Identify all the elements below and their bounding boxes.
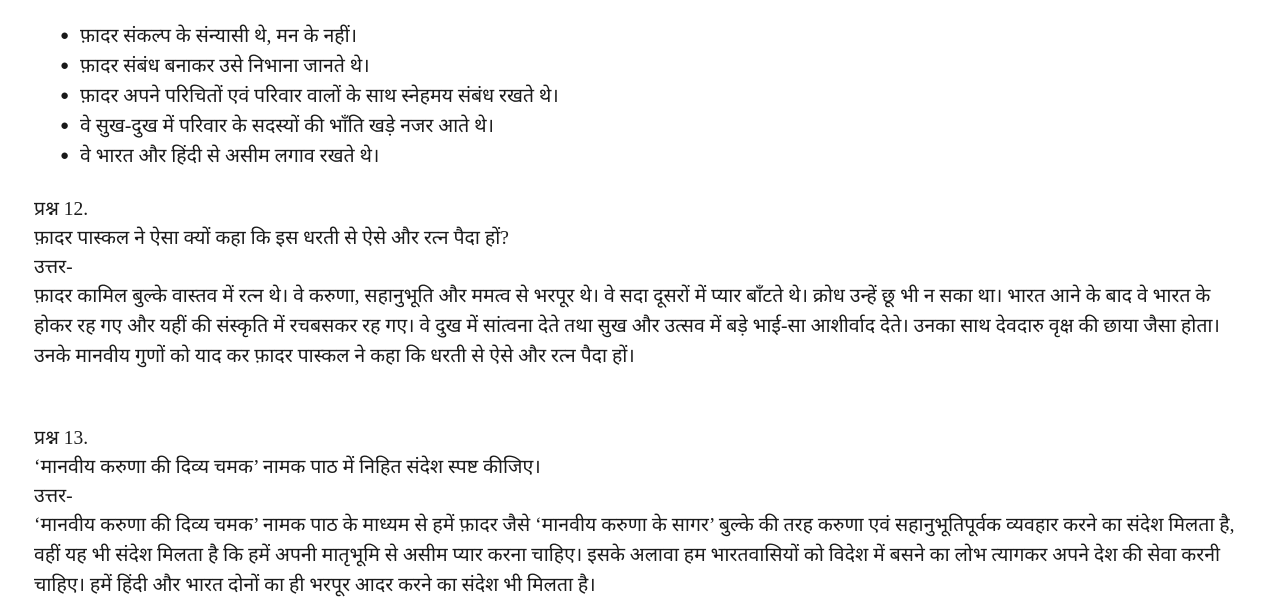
- answer-label: उत्तर-: [34, 257, 73, 278]
- bullet-dot-icon: ●: [60, 58, 70, 74]
- answer-text: फ़ादर कामिल बुल्के वास्तव में रत्न थे। वे करुणा, सहानुभूति और ममत्व से भरपूर थे। वे सदा दूसरों में प्यार बाँटते थे। क्रोध उन्हें छू भी न सका था। भारत आने के बाद वे भारत के होकर रह गए और यहीं की संस्कृति में रचबसकर रह गए। वे दुख में सांत्वना देते तथा सुख और उत्सव में बड़े भाई-सा आशीर्वाद देते। उनका साथ देवदारु वृक्ष की छाया जैसा होता। उनके मानवीय गुणों को याद कर फ़ादर पास्कल ने कहा कि धरती से ऐसे और रत्न पैदा हों।: [34, 286, 1220, 367]
- list-item-text: वे सुख-दुख में परिवार के सदस्यों की भाँति खड़े नजर आते थे।: [80, 116, 494, 137]
- question-number: प्रश्न 12.: [34, 199, 89, 220]
- question-number: प्रश्न 13.: [34, 428, 89, 449]
- list-item: [34, 82, 1241, 111]
- answer-text: ‘मानवीय करुणा की दिव्य चमक’ नामक पाठ के माध्यम से हमें फ़ादर जैसे ‘मानवीय करुणा के सागर’ बुल्के की तरह करुणा एवं सहानुभूतिपूर्वक व्यवहार करने का संदेश मिलता है, वहीं यह भी संदेश मिलता है कि हमें अपनी मातृभूमि से असीम प्यार करना चाहिए। इसके अलावा हम भारतवासियों को विदेश में बसने का लोभ त्यागकर अपने देश की सेवा करनी चाहिए। हमें हिंदी और भारत दोनों का ही भरपूर आदर करने का संदेश भी मिलता है।: [34, 515, 1235, 596]
- question-text: फ़ादर पास्कल ने ऐसा क्यों कहा कि इस धरती से ऐसे और रत्न पैदा हों?: [34, 228, 509, 249]
- bullet-list: [34, 22, 1241, 171]
- question-block-12: [34, 195, 1241, 372]
- list-item: [34, 112, 1241, 141]
- list-item-text: फ़ादर अपने परिचितों एवं परिवार वालों के साथ स्नेहमय संबंध रखते थे।: [80, 86, 559, 107]
- question-block-13: [34, 424, 1241, 601]
- list-item: [34, 52, 1241, 81]
- question-text: ‘मानवीय करुणा की दिव्य चमक’ नामक पाठ में निहित संदेश स्पष्ट कीजिए।: [34, 457, 541, 478]
- list-item-text: फ़ादर संकल्प के संन्यासी थे, मन के नहीं।: [80, 26, 358, 47]
- bullet-dot-icon: ●: [60, 28, 70, 44]
- bullet-dot-icon: ●: [60, 148, 70, 164]
- answer-label: उत्तर-: [34, 486, 73, 507]
- list-item: [34, 142, 1241, 171]
- bullet-dot-icon: ●: [60, 118, 70, 134]
- section-spacer: [34, 372, 1241, 400]
- bullet-dot-icon: ●: [60, 88, 70, 104]
- list-item-text: वे भारत और हिंदी से असीम लगाव रखते थे।: [80, 146, 380, 167]
- list-item-text: फ़ादर संबंध बनाकर उसे निभाना जानते थे।: [80, 56, 370, 77]
- list-item: [34, 22, 1241, 51]
